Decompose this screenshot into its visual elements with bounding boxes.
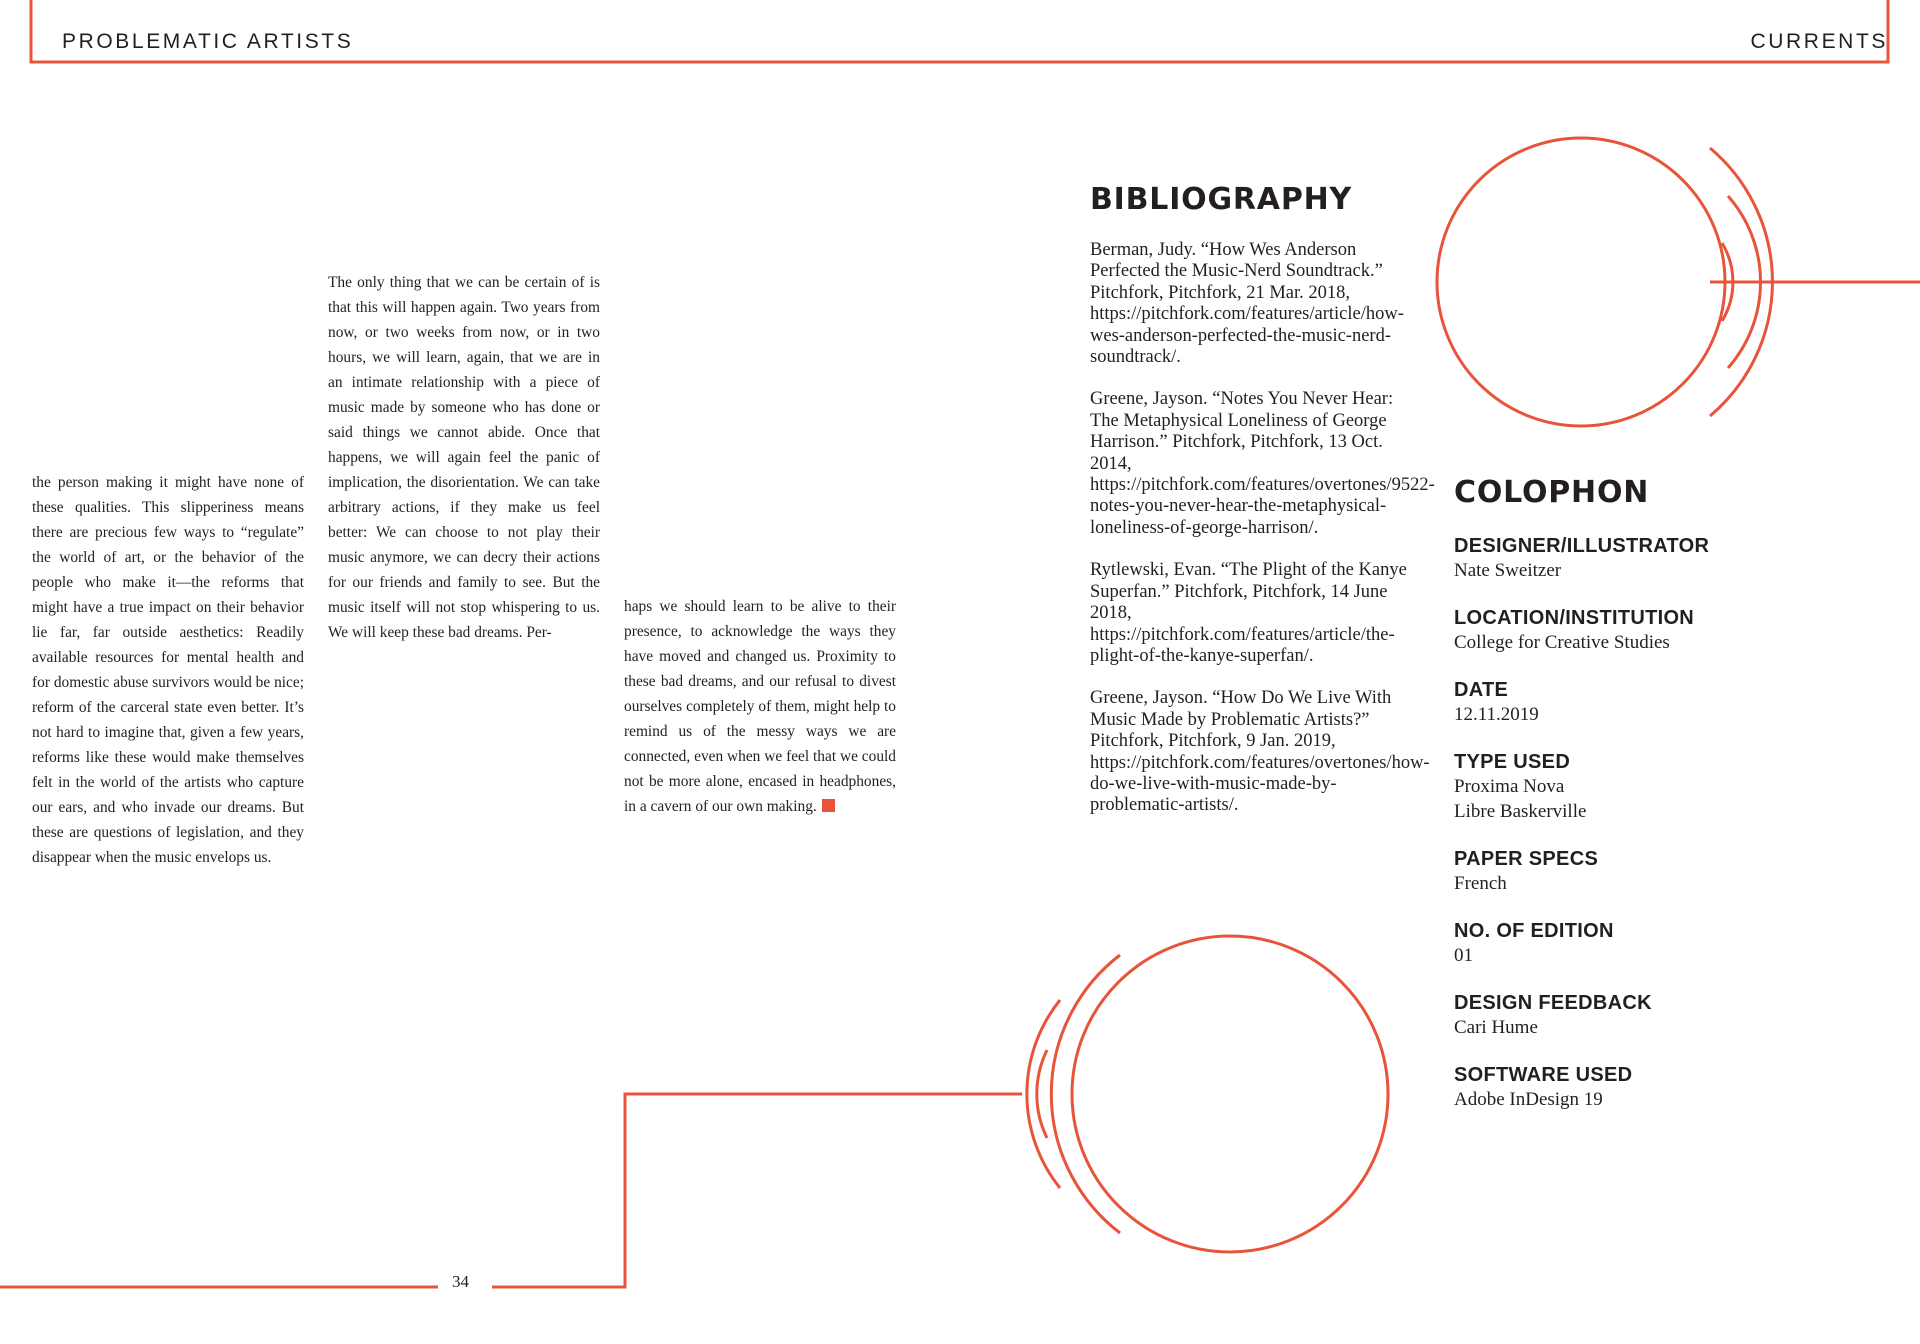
colophon-label: DESIGNER/ILLUSTRATOR: [1454, 535, 1710, 557]
colophon-title: COLOPHON: [1454, 475, 1650, 510]
colophon-item: [1454, 919, 1794, 968]
bibliography-title: BIBLIOGRAPHY: [1090, 182, 1353, 217]
colophon-value: Proxima Nova Libre Baskerville: [1454, 776, 1587, 822]
colophon-value: Nate Sweitzer: [1454, 560, 1562, 581]
colophon-label: LOCATION/INSTITUTION: [1454, 607, 1695, 629]
bibliography-entry: Greene, Jayson. “Notes You Never Hear: The Metaphysical Loneliness of George Harrison.” Pitchfork, Pitchfork, 13 Oct. 2014, https://pitchfork.com/features/overtones/9522-notes-you-never-hear-the-metaphysical-loneliness-of-george-harrison/.: [1090, 389, 1435, 538]
lower-arc-middle: [1027, 1000, 1060, 1188]
colophon-value: Cari Hume: [1454, 1017, 1538, 1038]
article-column-3: [624, 594, 896, 819]
colophon-item: [1454, 847, 1794, 896]
bibliography-list: [1090, 240, 1435, 838]
colophon-value: 12.11.2019: [1454, 704, 1539, 725]
colophon-value: College for Creative Studies: [1454, 632, 1670, 653]
colophon-label: SOFTWARE USED: [1454, 1064, 1633, 1086]
running-header-left: PROBLEMATIC ARTISTS: [62, 30, 354, 53]
bibliography-entry: Greene, Jayson. “How Do We Live With Music Made by Problematic Artists?” Pitchfork, Pitchfork, 9 Jan. 2019, https://pitchfork.com/features/overtones/how-do-we-live-with-music-made-by-problematic-artists/.: [1090, 688, 1430, 816]
colophon-item: [1454, 991, 1794, 1040]
colophon-label: DATE: [1454, 679, 1509, 701]
article-column-2: The only thing that we can be certain of is that this will happen again. Two years from now, or two weeks from now, or in two hours, we will learn, again, that we are in an intimate relationship with a piece of music made by someone who has done or said things we cannot abide. Once that happens, we will again feel the panic of implication, the disorientation. We can take arbitrary actions, if they make us feel better: We can choose to not play their music anymore, we can decry their actions for our friends and family to see. But the music itself will not stop whispering to us. We will keep these bad dreams. Per-: [328, 274, 600, 641]
colophon-item: [1454, 534, 1794, 583]
colophon-item: [1454, 750, 1794, 824]
colophon-value: Adobe InDesign 19: [1454, 1089, 1603, 1110]
footer-rule-right: [492, 1094, 1022, 1287]
article-column-1: the person making it might have none of these qualities. This slipperiness means there are precious few ways to “regulate” the world of art, or the behavior of the people who make it—the reforms that might have a true impact on their behavior lie far, far outside aesthetics: Readily available resources for mental health and for domestic abuse survivors would be nice; reform of the carceral state even better. It’s not hard to imagine that, given a few years, reforms like these would make themselves felt in the world of the artists who capture our ears, and who invade our dreams. But these are questions of legislation, and they disappear when the music envelops us.: [32, 474, 304, 866]
end-of-article-square-icon: [822, 799, 835, 812]
colophon-value: 01: [1454, 945, 1473, 966]
lower-arc-inner: [1037, 1050, 1047, 1138]
colophon-label: TYPE USED: [1454, 751, 1571, 773]
bibliography-entry: Rytlewski, Evan. “The Plight of the Kanye Superfan.” Pitchfork, Pitchfork, 14 June 2018, https://pitchfork.com/features/article/the-plight-of-the-kanye-superfan/.: [1090, 560, 1407, 666]
colophon-label: PAPER SPECS: [1454, 848, 1599, 870]
running-header-right: CURRENTS: [1750, 30, 1888, 53]
colophon-value: French: [1454, 873, 1507, 894]
article-column-3-text: haps we should learn to be alive to their presence, to acknowledge the ways they have moved and changed us. Proximity to these bad dreams, and our refusal to divest ourselves completely of them, might help to remind us of the messy ways we are connected, even when we feel that we could not be more alone, encased in headphones, in a cavern of our own making.: [624, 598, 896, 815]
bibliography-entry: Berman, Judy. “How Wes Anderson Perfected the Music-Nerd Soundtrack.” Pitchfork, Pitchfork, 21 Mar. 2018, https://pitchfork.com/features/article/how-wes-anderson-perfected-the-music-nerd-soundtrack/.: [1090, 240, 1404, 368]
colophon-label: NO. OF EDITION: [1454, 920, 1614, 942]
colophon-item: [1454, 1063, 1794, 1112]
lower-circle-icon: [1072, 936, 1388, 1252]
colophon-item: [1454, 606, 1794, 655]
upper-circle-icon: [1437, 138, 1725, 426]
colophon-list: [1454, 534, 1794, 1135]
lower-arc-outer: [1051, 955, 1120, 1233]
colophon-item: [1454, 678, 1794, 727]
page-number: 34: [452, 1272, 469, 1291]
colophon-label: DESIGN FEEDBACK: [1454, 992, 1652, 1014]
